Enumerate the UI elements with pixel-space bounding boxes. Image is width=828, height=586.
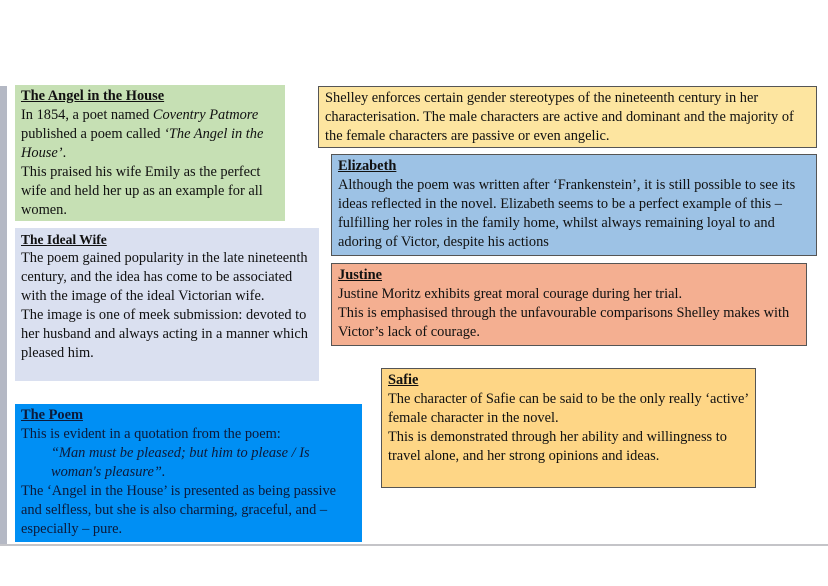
elizabeth-title: Elizabeth (338, 158, 397, 174)
the-poem-box (15, 404, 362, 542)
justine-para1: Justine Moritz exhibits great moral courage during her trial. (338, 286, 683, 302)
justine-para2: This is emphasised through the unfavourable comparisons Shelley makes with Victor’s lack of courage. (338, 305, 790, 340)
angel-text-c: . (62, 145, 67, 161)
poem-quote: “Man must be pleased; but him to please / Is woman's pleasure”. (51, 445, 310, 480)
intro-box (318, 86, 817, 148)
elizabeth-text: Although the poem was written after ‘Frankenstein’, it is still possible to see its ideas reflected in the novel. Elizabeth seems to be a perfect example of this – fulfilling her roles in the family home, whilst always remaining loyal to and adoring of Victor, despite his actions (338, 177, 796, 250)
angel-text-a: In 1854, a poet named (21, 107, 153, 123)
poem-intro: This is evident in a quotation from the poem: (21, 426, 281, 442)
safie-para2: This is demonstrated through her ability and willingness to travel alone, and her strong opinions and ideas. (388, 429, 727, 464)
poem-title: The Poem (21, 407, 83, 423)
bottom-divider (0, 544, 828, 546)
angel-para1 (21, 106, 279, 163)
safie-title: Safie (388, 372, 419, 388)
intro-text: Shelley enforces certain gender stereotypes of the nineteenth century in her characterisation. The male characters are active and dominant and the majority of the female characters are passive or even angelic. (325, 90, 794, 144)
safie-para1: The character of Safie can be said to be the only really ‘active’ female character in the novel. (388, 391, 749, 426)
justine-title: Justine (338, 267, 382, 283)
angel-title: The Angel in the House (21, 88, 165, 104)
safie-box (381, 368, 756, 488)
angel-para2: This praised his wife Emily as the perfect wife and held her up as an example for all women. (21, 164, 263, 218)
ideal-wife-title: The Ideal Wife (21, 232, 107, 247)
angel-in-the-house-box (15, 85, 285, 221)
poem-para2: The ‘Angel in the House’ is presented as being passive and selfless, but she is also charming, graceful, and – especially – pure. (21, 483, 337, 537)
poet-name: Coventry Patmore (152, 107, 259, 123)
poem-name: ‘The Angel in the House’ (21, 126, 264, 161)
angel-text-b: published a poem called (21, 126, 165, 142)
justine-box (331, 263, 807, 346)
ideal-wife-para2: The image is one of meek submission: devoted to her husband and always acting in a manner which pleased him. (21, 307, 308, 361)
left-accent-bar (0, 86, 7, 546)
elizabeth-box (331, 154, 817, 256)
ideal-wife-para1: The poem gained popularity in the late nineteenth century, and the idea has come to be associated with the image of the ideal Victorian wife. (21, 250, 308, 304)
ideal-wife-box (15, 228, 319, 381)
